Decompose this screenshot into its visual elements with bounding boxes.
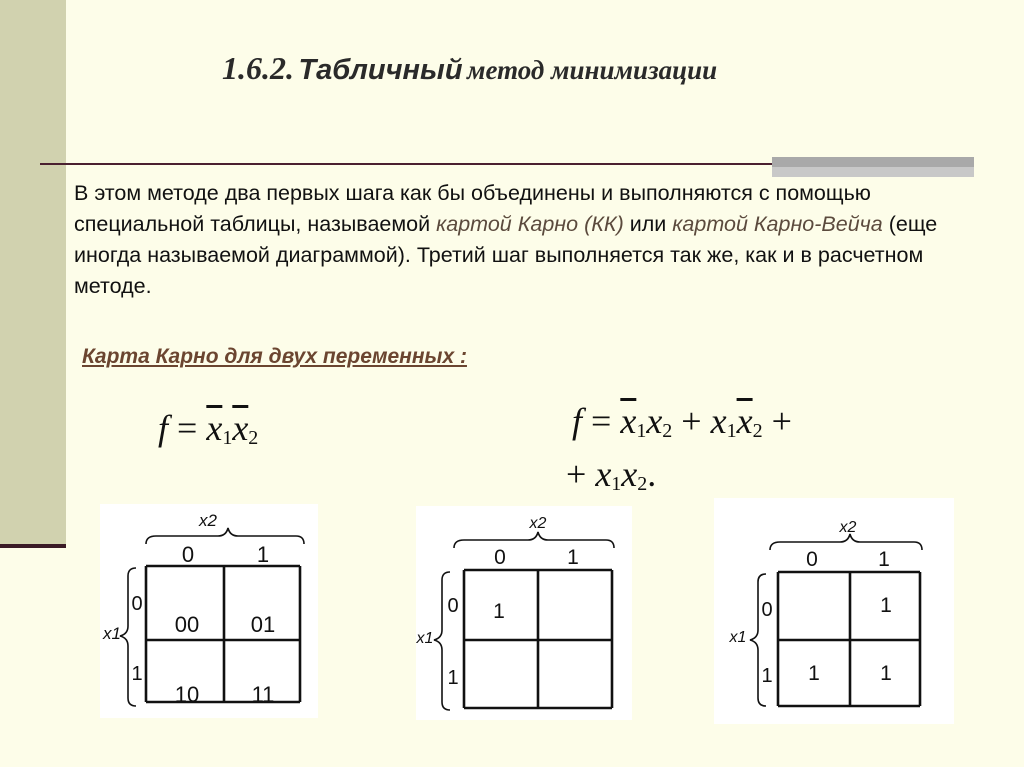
kmap-grid bbox=[146, 566, 300, 702]
formula-sub: 1 bbox=[636, 420, 647, 442]
kmap-grid bbox=[778, 572, 920, 706]
formula-sub: 1 bbox=[726, 420, 737, 442]
formula-plus: + bbox=[771, 401, 792, 441]
kmap-single-term bbox=[416, 506, 632, 720]
formula-var: $\overline{x}$ bbox=[620, 401, 637, 441]
formula-eq: = bbox=[591, 401, 612, 441]
formula-three-terms-line1 bbox=[572, 403, 792, 441]
title-divider bbox=[40, 163, 772, 165]
title-rest: метод минимизации bbox=[466, 55, 718, 85]
section-subheading: Карта Карно для двух переменных : bbox=[82, 345, 467, 368]
title-bold-word: Табличный bbox=[298, 54, 463, 86]
formula-sub: 2 bbox=[637, 473, 648, 495]
body-text-3: (еще иногда называемой диаграммой). Третий шаг выполняется так же, как и в расчетном методе. bbox=[74, 212, 938, 298]
top-brace bbox=[146, 528, 304, 544]
formula-var: x bbox=[646, 401, 663, 441]
formula-var: $\overline{x}$ bbox=[206, 408, 223, 448]
formula-f: f bbox=[158, 408, 169, 448]
formula-sub: 1 bbox=[222, 427, 233, 449]
formula-sub: 2 bbox=[248, 427, 259, 449]
row-label: 0 bbox=[131, 593, 143, 615]
kmap-cell: 1 bbox=[808, 662, 820, 685]
formula-plus: + bbox=[566, 454, 587, 494]
divider-accent bbox=[772, 157, 974, 177]
col-label: 0 bbox=[806, 548, 818, 571]
kmap-cell: 00 bbox=[174, 612, 200, 637]
kmap-cell: 10 bbox=[174, 682, 200, 707]
kmap-three-terms bbox=[714, 498, 954, 724]
kmap-cell: 1 bbox=[493, 600, 505, 623]
term-karnaugh-map: картой Карно (КК) bbox=[436, 212, 624, 236]
kmap-grid bbox=[464, 570, 612, 708]
col-label: 0 bbox=[181, 542, 195, 567]
kmap-cell: 1 bbox=[880, 594, 892, 617]
row-label: 0 bbox=[761, 599, 773, 621]
kmap-top-var-label: x2 bbox=[199, 511, 217, 530]
col-label: 0 bbox=[494, 546, 506, 569]
row-label: 0 bbox=[447, 595, 459, 617]
term-karnaugh-veitch: картой Карно-Вейча bbox=[672, 212, 883, 236]
kmap-left-var-label: x1 bbox=[103, 624, 121, 643]
kmap-left-var-label: x1 bbox=[416, 630, 434, 647]
formula-end: . bbox=[647, 454, 657, 494]
col-label: 1 bbox=[567, 546, 579, 569]
formula-var: $\overline{x}$ bbox=[736, 401, 753, 441]
slide-title bbox=[222, 50, 717, 87]
row-label: 1 bbox=[761, 665, 773, 687]
formula-var: x bbox=[595, 454, 612, 494]
top-brace bbox=[454, 532, 614, 548]
kmap-diagram bbox=[100, 504, 318, 718]
formula-var: x bbox=[710, 401, 727, 441]
row-label: 1 bbox=[131, 663, 143, 685]
top-brace bbox=[770, 534, 922, 550]
left-brace bbox=[434, 572, 450, 710]
kmap-cell: 1 bbox=[880, 662, 892, 685]
formula-sub: 1 bbox=[611, 473, 622, 495]
formula-single-term bbox=[158, 410, 258, 448]
body-text-1: В этом методе два первых шага как бы объединены и выполняются с помощью специальной таблицы, называемой bbox=[74, 181, 871, 236]
formula-sub: 2 bbox=[662, 420, 673, 442]
formula-sub: 2 bbox=[752, 420, 763, 442]
col-label: 1 bbox=[256, 542, 270, 567]
kmap-top-var-label: x2 bbox=[529, 515, 547, 532]
formula-var: $\overline{x}$ bbox=[232, 408, 249, 448]
formula-eq: = bbox=[177, 408, 198, 448]
kmap-cell: 01 bbox=[250, 612, 276, 637]
formula-plus: + bbox=[681, 401, 702, 441]
kmap-top-var-label: x2 bbox=[839, 519, 857, 536]
left-accent-bar bbox=[0, 0, 66, 548]
formula-f: f bbox=[572, 401, 583, 441]
col-label: 1 bbox=[878, 548, 890, 571]
kmap-diagram bbox=[416, 506, 632, 720]
title-number: 1.6.2. bbox=[222, 50, 294, 86]
left-accent-rule bbox=[0, 544, 66, 548]
body-text-2: или bbox=[623, 212, 673, 236]
formula-var: x bbox=[621, 454, 638, 494]
kmap-cell-codes bbox=[100, 504, 318, 718]
row-label: 1 bbox=[447, 667, 459, 689]
formula-three-terms-line2 bbox=[566, 456, 656, 494]
left-brace bbox=[120, 568, 136, 706]
body-paragraph bbox=[74, 178, 984, 302]
kmap-left-var-label: x1 bbox=[729, 629, 747, 646]
kmap-cell: 11 bbox=[251, 682, 275, 707]
kmap-diagram bbox=[714, 498, 954, 724]
